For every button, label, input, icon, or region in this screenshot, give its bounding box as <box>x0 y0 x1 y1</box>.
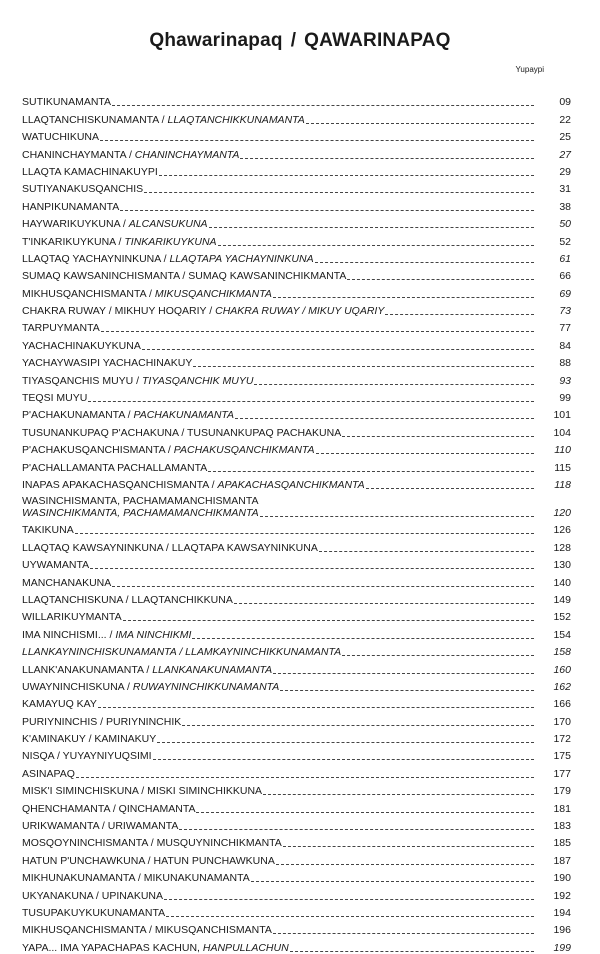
dot-leader <box>218 236 534 246</box>
toc-entry-text: MIKHUSQANCHISMANTA / <box>22 287 155 300</box>
toc-page-number: 77 <box>559 322 571 335</box>
toc-entry[interactable] <box>22 352 571 369</box>
toc-entry-alt: TIYASQANCHIK MUYU <box>142 374 254 387</box>
dot-leader <box>315 253 534 263</box>
toc-page-number: 160 <box>553 663 571 676</box>
toc-entry-title <box>22 890 163 902</box>
toc-entry[interactable] <box>22 178 571 195</box>
toc-page-number: 172 <box>553 733 571 746</box>
toc-entry-text: LLANK'ANAKUNAMANTA / <box>22 663 153 676</box>
dot-leader <box>342 646 534 656</box>
dot-leader <box>112 96 534 106</box>
toc-entry[interactable] <box>22 265 571 282</box>
toc-entry[interactable] <box>22 554 571 571</box>
dot-leader <box>157 733 534 743</box>
toc-page-number: 152 <box>553 611 571 624</box>
toc-entry-title <box>22 166 158 178</box>
toc-entry-title <box>22 837 282 849</box>
toc-entry[interactable] <box>22 693 571 710</box>
section-label: Yupaypi <box>515 65 544 74</box>
toc-page-number: 29 <box>559 165 571 178</box>
toc-entry-text: MISK'I SIMINCHISKUNA / MISKI SIMINCHIKKUNA <box>22 785 263 798</box>
dot-leader <box>164 890 534 900</box>
toc-entry[interactable] <box>22 195 571 212</box>
toc-page-number: 166 <box>553 698 571 711</box>
toc-entry[interactable] <box>22 745 571 762</box>
dot-leader <box>251 872 534 882</box>
toc-entry-title <box>22 768 75 780</box>
dot-leader <box>260 507 534 517</box>
toc-entry-title <box>22 340 141 352</box>
toc-page-number: 187 <box>553 854 571 867</box>
toc-entry-title <box>22 183 143 195</box>
toc-page-number: 181 <box>553 802 571 815</box>
toc-entry-text: P'ACHALLAMANTA PACHALLAMANTA <box>22 461 208 474</box>
toc-entry-text: ASINAPAQ <box>22 767 75 780</box>
title-quechua: Qhawarinapaq <box>149 30 283 51</box>
toc-entry[interactable] <box>22 658 571 675</box>
toc-entry-text: PURIYNINCHIS / PURIYNINCHIK <box>22 715 182 728</box>
dot-leader <box>283 837 534 847</box>
toc-page-number: 101 <box>553 409 571 422</box>
dot-leader <box>235 409 534 419</box>
toc-entry-alt: LLANKANAKUNAMANTA <box>152 663 273 676</box>
toc-page-number: 84 <box>559 339 571 352</box>
toc-entry-alt: CHAKRA RUWAY / MIKUY UQARIY <box>215 305 385 318</box>
toc-entry[interactable] <box>22 91 571 108</box>
dot-leader <box>290 942 534 952</box>
toc-entry-title <box>22 855 275 867</box>
dot-leader <box>385 305 534 315</box>
dot-leader <box>144 183 534 193</box>
toc-entry-text: TIYASQANCHIS MUYU / <box>22 374 142 387</box>
toc-entry-title <box>22 611 122 623</box>
dot-leader <box>276 855 534 865</box>
toc-entry[interactable] <box>22 919 571 936</box>
dot-leader <box>273 664 534 674</box>
toc-entry[interactable] <box>22 589 571 606</box>
toc-page-number: 140 <box>553 576 571 589</box>
dot-leader <box>254 375 534 385</box>
dot-leader <box>166 907 534 917</box>
toc-page-number: 194 <box>553 906 571 919</box>
dot-leader <box>100 131 534 141</box>
toc-entry-alt: PACHAKUSQANCHIKMANTA <box>173 444 315 457</box>
toc-page-number: 177 <box>553 767 571 780</box>
dot-leader <box>208 462 534 472</box>
toc-entry-title <box>22 559 89 571</box>
toc-entry-text: HANPIKUNAMANTA <box>22 200 120 213</box>
toc-page-number: 61 <box>559 252 571 265</box>
toc-page-number: 50 <box>559 218 571 231</box>
toc-entry-title <box>22 131 99 143</box>
toc-entry-title <box>22 594 233 606</box>
toc-page-number: 99 <box>559 392 571 405</box>
toc-entry[interactable] <box>22 536 571 553</box>
toc-entry-title <box>22 524 74 536</box>
toc-entry[interactable] <box>22 728 571 745</box>
toc-entry[interactable] <box>22 213 571 230</box>
toc-entry[interactable] <box>22 317 571 334</box>
toc-entry-text: WATUCHIKUNA <box>22 131 99 144</box>
title-separator: / <box>290 30 297 51</box>
toc-page-number: 175 <box>553 750 571 763</box>
toc-entry-text: QHENCHAMANTA / QINCHAMANTA <box>22 802 196 815</box>
toc-entry[interactable] <box>22 143 571 160</box>
toc-entry[interactable] <box>22 248 571 265</box>
table-of-contents <box>22 91 571 954</box>
toc-entry-alt: WASINCHIKMANTA, PACHAMAMANCHIKMANTA <box>22 506 259 519</box>
toc-entry-text: TEQSI MUYU <box>22 392 88 405</box>
toc-entry-alt: IMA NINCHIKMI <box>115 628 192 641</box>
toc-entry-title <box>22 646 341 658</box>
toc-page-number: 190 <box>553 872 571 885</box>
toc-page-number: 128 <box>553 541 571 554</box>
dot-leader <box>192 629 534 639</box>
toc-page-number: 09 <box>559 96 571 109</box>
toc-page-number: 27 <box>559 148 571 161</box>
toc-page-number: 22 <box>559 113 571 126</box>
toc-entry[interactable] <box>22 491 571 519</box>
toc-entry[interactable] <box>22 867 571 884</box>
toc-entry-title <box>22 236 217 248</box>
dot-leader <box>90 559 534 569</box>
toc-entry-alt: PACHAKUNAMANTA <box>133 409 235 422</box>
dot-leader <box>306 114 534 124</box>
toc-entry-title <box>22 149 239 161</box>
toc-page-number: 158 <box>553 646 571 659</box>
dot-leader <box>240 149 534 159</box>
toc-entry[interactable] <box>22 623 571 640</box>
toc-entry-title <box>22 270 346 282</box>
toc-entry-alt: LLAQTANCHIKKUNAMANTA <box>167 113 305 126</box>
toc-page-number: 115 <box>554 461 571 474</box>
toc-entry[interactable] <box>22 300 571 317</box>
toc-entry[interactable] <box>22 108 571 125</box>
toc-entry-title <box>22 542 318 554</box>
toc-page-number: 52 <box>559 235 571 248</box>
toc-entry-alt: APAKACHASQANCHIKMANTA <box>217 478 365 491</box>
toc-page-number: 93 <box>559 374 571 387</box>
toc-entry-text: NISQA / YUYAYNIYUQSIMI <box>22 750 152 763</box>
toc-entry[interactable] <box>22 936 571 953</box>
toc-entry[interactable] <box>22 780 571 797</box>
toc-entry[interactable] <box>22 126 571 143</box>
dot-leader <box>366 479 534 489</box>
toc-entry-alt: HANPULLACHUN <box>202 941 289 954</box>
dot-leader <box>75 524 534 534</box>
toc-entry[interactable] <box>22 161 571 178</box>
toc-entry[interactable] <box>22 606 571 623</box>
page-title <box>0 30 600 52</box>
dot-leader <box>316 444 534 454</box>
toc-entry-alt: LLANKAYNINCHISKUNAMANTA / LLAMKAYNINCHIKKUNAMANTA <box>22 646 342 659</box>
dot-leader <box>209 218 534 228</box>
toc-entry-title <box>22 495 259 519</box>
toc-entry-title <box>22 872 250 884</box>
toc-entry[interactable] <box>22 421 571 438</box>
toc-entry[interactable] <box>22 282 571 299</box>
dot-leader <box>342 427 534 437</box>
toc-entry-text: TAKIKUNA <box>22 524 74 537</box>
toc-entry-text: TARPUYMANTA <box>22 322 100 335</box>
toc-entry-text: LLAQTANCHISKUNAMANTA / <box>22 113 168 126</box>
toc-entry-alt: RUWAYNINCHIKKUNAMANTA <box>132 680 280 693</box>
toc-page-number: 110 <box>554 444 571 457</box>
dot-leader <box>153 750 534 760</box>
toc-entry-title <box>22 375 253 387</box>
toc-entry-title <box>22 750 152 762</box>
toc-entry-text: LLAQTAQ YACHAYNINKUNA / <box>22 252 170 265</box>
toc-entry-text: YACHAYWASIPI YACHACHINAKUY <box>22 357 193 370</box>
toc-page-number: 118 <box>554 478 571 491</box>
toc-entry-title <box>22 907 165 919</box>
toc-entry-text: LLAQTA KAMACHINAKUYPI <box>22 165 158 178</box>
toc-entry[interactable] <box>22 230 571 247</box>
toc-entry-title <box>22 253 314 265</box>
toc-entry-text: TUSUPAKUYKUKUNAMANTA <box>22 906 166 919</box>
dot-leader <box>273 288 534 298</box>
toc-page-number: 38 <box>559 200 571 213</box>
toc-entry-text: INAPAS APAKACHASQANCHISMANTA / <box>22 478 218 491</box>
toc-entry-title <box>22 924 272 936</box>
toc-entry-title <box>22 357 192 369</box>
dot-leader <box>88 392 534 402</box>
dot-leader <box>263 785 534 795</box>
toc-entry-text: MOSQOYNINCHISMANTA / MUSQUYNINCHIKMANTA <box>22 837 282 850</box>
toc-entry-text: LLAQTAQ KAWSAYNINKUNA / LLAQTAPA KAWSAYNINKUNA <box>22 541 318 554</box>
toc-entry-text: P'ACHAKUSQANCHISMANTA / <box>22 444 174 457</box>
toc-page-number: 120 <box>553 506 571 519</box>
dot-leader <box>179 820 534 830</box>
dot-leader <box>142 340 534 350</box>
title-quechua-alt: QAWARINAPAQ <box>304 30 451 51</box>
toc-entry-text: IMA NINCHISMI... / <box>22 628 116 641</box>
dot-leader <box>120 201 534 211</box>
toc-page-number: 154 <box>553 628 571 641</box>
toc-entry-text: LLAQTANCHISKUNA / LLAQTANCHIKKUNA <box>22 593 233 606</box>
toc-entry-text: HATUN P'UNCHAWKUNA / HATUN PUNCHAWKUNA <box>22 854 275 867</box>
dot-leader <box>159 166 534 176</box>
toc-entry[interactable] <box>22 832 571 849</box>
toc-entry[interactable] <box>22 815 571 832</box>
toc-entry-text: SUTIKUNAMANTA <box>22 96 112 109</box>
toc-entry-text: K'AMINAKUY / KAMINAKUY <box>22 733 157 746</box>
toc-entry-alt: LLAQTAPA YACHAYNINKUNA <box>169 252 314 265</box>
toc-page-number: 69 <box>559 287 571 300</box>
toc-page-number: 66 <box>559 270 571 283</box>
toc-page-number: 170 <box>553 715 571 728</box>
toc-entry[interactable] <box>22 474 571 491</box>
toc-entry-title <box>22 681 279 693</box>
toc-entry-title <box>22 218 208 230</box>
toc-entry-title <box>22 409 234 421</box>
toc-page-number: 149 <box>553 593 571 606</box>
toc-entry-title <box>22 629 191 641</box>
dot-leader <box>101 322 534 332</box>
toc-page-number: 162 <box>553 680 571 693</box>
dot-leader <box>123 611 534 621</box>
toc-entry-title <box>22 444 315 456</box>
toc-entry-title <box>22 577 111 589</box>
toc-page-number: 196 <box>553 924 571 937</box>
toc-entry[interactable] <box>22 710 571 727</box>
toc-entry-text: UWAYNINCHISKUNA / <box>22 680 133 693</box>
toc-entry-text: TUSUNANKUPAQ P'ACHAKUNA / TUSUNANKUPAQ PACHAKUNA <box>22 426 342 439</box>
toc-entry-text: YACHACHINAKUYKUNA <box>22 339 141 352</box>
toc-entry-text: MANCHANAKUNA <box>22 576 112 589</box>
toc-entry[interactable] <box>22 334 571 351</box>
toc-entry[interactable] <box>22 456 571 473</box>
toc-entry-title <box>22 820 178 832</box>
toc-entry-title <box>22 462 207 474</box>
toc-page-number: 199 <box>553 941 571 954</box>
toc-entry-text: URIKWAMANTA / URIWAMANTA <box>22 820 179 833</box>
toc-entry[interactable] <box>22 676 571 693</box>
dot-leader <box>273 924 534 934</box>
toc-page-number: 31 <box>559 183 571 196</box>
dot-leader <box>280 681 534 691</box>
toc-entry[interactable] <box>22 439 571 456</box>
toc-entry[interactable] <box>22 902 571 919</box>
toc-entry-title <box>22 479 365 491</box>
toc-entry-title <box>22 716 181 728</box>
toc-entry-text: T'INKARIKUYKUNA / <box>22 235 125 248</box>
toc-entry-title <box>22 803 195 815</box>
toc-entry-title <box>22 698 97 710</box>
toc-entry-title <box>22 96 111 108</box>
toc-entry-title <box>22 942 289 954</box>
toc-entry[interactable] <box>22 797 571 814</box>
dot-leader <box>196 803 534 813</box>
toc-page-number: 104 <box>553 426 571 439</box>
dot-leader <box>234 594 534 604</box>
dot-leader <box>112 577 534 587</box>
toc-entry[interactable] <box>22 884 571 901</box>
toc-entry[interactable] <box>22 571 571 588</box>
toc-entry[interactable] <box>22 387 571 404</box>
toc-entry-text: MIKHUNAKUNAMANTA / MIKUNAKUNAMANTA <box>22 872 250 885</box>
dot-leader <box>98 698 534 708</box>
toc-page-number: 25 <box>559 131 571 144</box>
dot-leader <box>182 716 534 726</box>
toc-entry[interactable] <box>22 404 571 421</box>
toc-entry-title <box>22 305 384 317</box>
toc-entry-text: P'ACHAKUNAMANTA / <box>22 409 134 422</box>
toc-entry-text: SUMAQ KAWSANINCHISMANTA / SUMAQ KAWSANINCHIKMANTA <box>22 270 347 283</box>
toc-entry[interactable] <box>22 849 571 866</box>
toc-entry-text: WILLARIKUYMANTA <box>22 611 122 624</box>
toc-page-number: 73 <box>559 305 571 318</box>
toc-entry-text: WASINCHISMANTA, PACHAMAMANCHISMANTA <box>22 494 259 507</box>
toc-page-number: 130 <box>553 559 571 572</box>
toc-entry-title <box>22 427 341 439</box>
toc-entry-text: CHAKRA RUWAY / MIKHUY HOQARIY / <box>22 305 216 318</box>
toc-entry-title <box>22 785 262 797</box>
toc-entry[interactable] <box>22 369 571 386</box>
toc-page-number: 88 <box>559 357 571 370</box>
toc-entry-title <box>22 114 305 126</box>
toc-entry-alt: TINKARIKUYKUNA <box>124 235 217 248</box>
toc-entry-alt: ALCANSUKUNA <box>128 218 208 231</box>
toc-page-number: 183 <box>553 820 571 833</box>
toc-entry-text: SUTIYANAKUSQANCHIS <box>22 183 144 196</box>
toc-entry-alt: CHANINCHAYMANTA <box>134 148 240 161</box>
dot-leader <box>347 270 534 280</box>
toc-entry-title <box>22 664 272 676</box>
toc-page-number: 185 <box>553 837 571 850</box>
toc-entry-text: YAPA... IMA YAPACHAPAS KACHUN, <box>22 941 203 954</box>
toc-entry-title <box>22 392 87 404</box>
toc-entry-title <box>22 288 272 300</box>
toc-page-number: 192 <box>553 889 571 902</box>
toc-entry[interactable] <box>22 519 571 536</box>
toc-page-number: 126 <box>553 524 571 537</box>
dot-leader <box>193 357 534 367</box>
toc-entry-text: CHANINCHAYMANTA / <box>22 148 135 161</box>
toc-entry-text: KAMAYUQ KAY <box>22 698 97 711</box>
toc-entry-title <box>22 322 100 334</box>
toc-entry-alt: MIKUSQANCHIKMANTA <box>154 287 272 300</box>
toc-entry[interactable] <box>22 641 571 658</box>
toc-entry[interactable] <box>22 762 571 779</box>
toc-entry-text: UYWAMANTA <box>22 559 90 572</box>
dot-leader <box>76 768 534 778</box>
toc-page-number: 179 <box>553 785 571 798</box>
toc-entry-title <box>22 201 119 213</box>
toc-entry-title <box>22 733 156 745</box>
dot-leader <box>319 542 534 552</box>
toc-entry-text: UKYANAKUNA / UPINAKUNA <box>22 889 164 902</box>
toc-entry-text: HAYWARIKUYKUNA / <box>22 218 129 231</box>
toc-entry-text: MIKHUSQANCHISMANTA / MIKUSQANCHISMANTA <box>22 924 272 937</box>
